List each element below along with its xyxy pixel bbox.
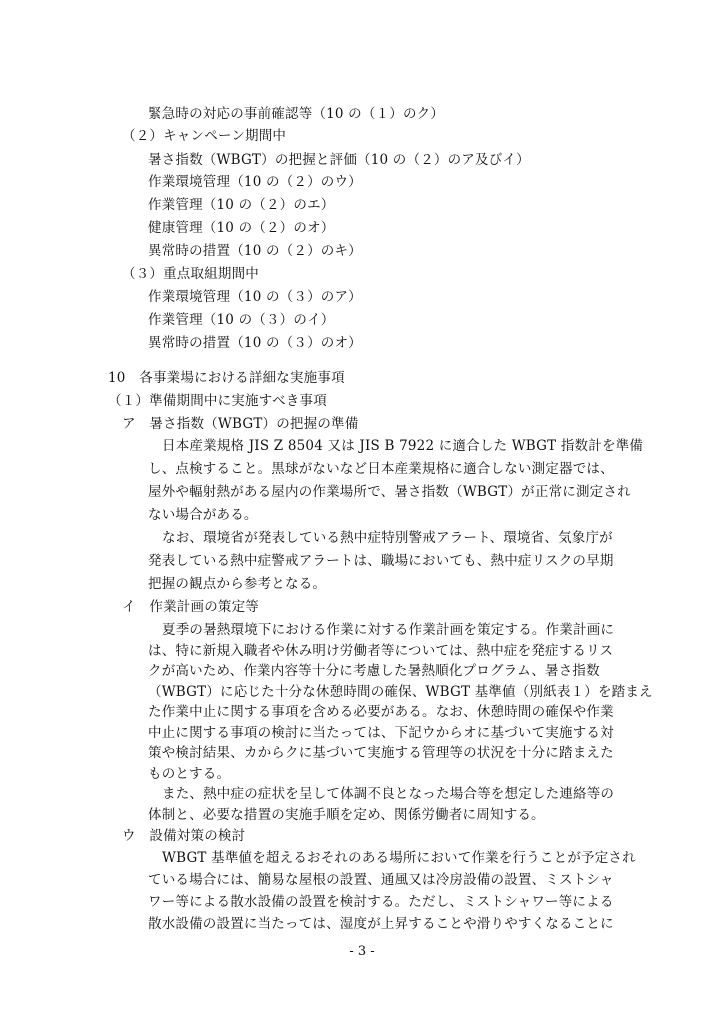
list-item: 異常時の措置（10 の（２）のキ） (148, 243, 362, 259)
paragraph-line: 日本産業規格 JIS Z 8504 又は JIS B 7922 に適合した WBGT 指数計を準備 (162, 438, 644, 454)
paragraph-line: 体制と、必要な措置の実施手順を定め、関係労働者に周知する。 (148, 806, 545, 823)
paragraph-line: なお、環境省が発表している熱中症特別警戒アラート、環境省、気象庁が (162, 530, 613, 546)
text-line: 緊急時の対応の事前確認等（10 の（１）のク） (148, 106, 445, 122)
paragraph-line: クが高いため、作業内容等十分に考慮した暑熱順化プログラム、暑さ指数 (148, 663, 600, 679)
paragraph-line: 把握の観点から参考となる。 (148, 576, 327, 592)
section-10-heading: 10 各事業場における詳細な実施事項 (108, 370, 345, 386)
paragraph-line: は、特に新規入職者や休み明け労働者等については、熱中症を発症するリス (148, 642, 614, 659)
paragraph-line: ワー等による散水設備の設置を検討する。ただし、ミストシャワー等による (148, 894, 614, 910)
paragraph-line: また、熱中症の症状を呈して体調不良となった場合等を想定した連絡等の (162, 786, 615, 802)
paragraph-line: （WBGT）に応じた十分な休憩時間の確保、WBGT 基準値（別紙表１）を踏まえ (148, 683, 653, 700)
list-item: 作業環境管理（10 の（２）のウ） (148, 174, 362, 190)
item-u-heading: ウ 設備対策の検討 (122, 828, 246, 844)
paragraph-line: 散水設備の設置に当たっては、湿度が上昇することや滑りやすくなることに (148, 916, 614, 932)
paragraph-line: ものとする。 (148, 765, 231, 782)
paragraph-line: 中止に関する事項の検討に当たっては、下記ウからオに基づいて実施する対 (148, 724, 614, 741)
paragraph-line: 発表している熱中症警戒アラートは、職場においても、熱中症リスクの早期 (148, 553, 614, 569)
list-item: 作業管理（10 の（３）のイ） (148, 312, 335, 328)
paragraph-line: し、点検すること。黒球がないなど日本産業規格に適合しない測定器では、 (148, 461, 614, 477)
item-a-heading: ア 暑さ指数（WBGT）の把握の準備 (122, 416, 359, 432)
paragraph-line: 屋外や輻射熱がある屋内の作業場所で、暑さ指数（WBGT）が正常に測定され (148, 484, 631, 500)
list-item: 異常時の措置（10 の（３）のオ） (148, 335, 362, 351)
item-i-heading: イ 作業計画の策定等 (122, 599, 259, 615)
paragraph-line: た作業中止に関する事項を含める必要がある。なお、休憩時間の確保や作業 (148, 704, 614, 720)
paragraph-line: WBGT 基準値を超えるおそれのある場所において作業を行うことが予定され (162, 850, 636, 866)
paragraph-line: 夏季の暑熱環境下における作業に対する作業計画を策定する。作業計画に (162, 622, 615, 638)
list-item: 暑さ指数（WBGT）の把握と評価（10 の（２）のア及びイ） (148, 152, 530, 168)
section-heading: （２）キャンペーン期間中 (122, 128, 287, 144)
section-heading: （３）重点取組期間中 (122, 266, 259, 282)
list-item: 作業環境管理（10 の（３）のア） (148, 289, 362, 305)
page-number: - 3 - (349, 944, 375, 959)
list-item: 健康管理（10 の（２）のオ） (148, 220, 335, 236)
paragraph-line: ている場合には、簡易な屋根の設置、通風又は冷房設備の設置、ミストシャ (148, 872, 614, 888)
paragraph-line: ない場合がある。 (148, 507, 258, 523)
paragraph-line: 策や検討結果、カからクに基づいて実施する管理等の状況を十分に踏まえた (148, 745, 614, 761)
list-item: 作業管理（10 の（２）のエ） (148, 197, 335, 213)
subsection-heading: （１）準備期間中に実施すべき事項 (108, 393, 327, 409)
